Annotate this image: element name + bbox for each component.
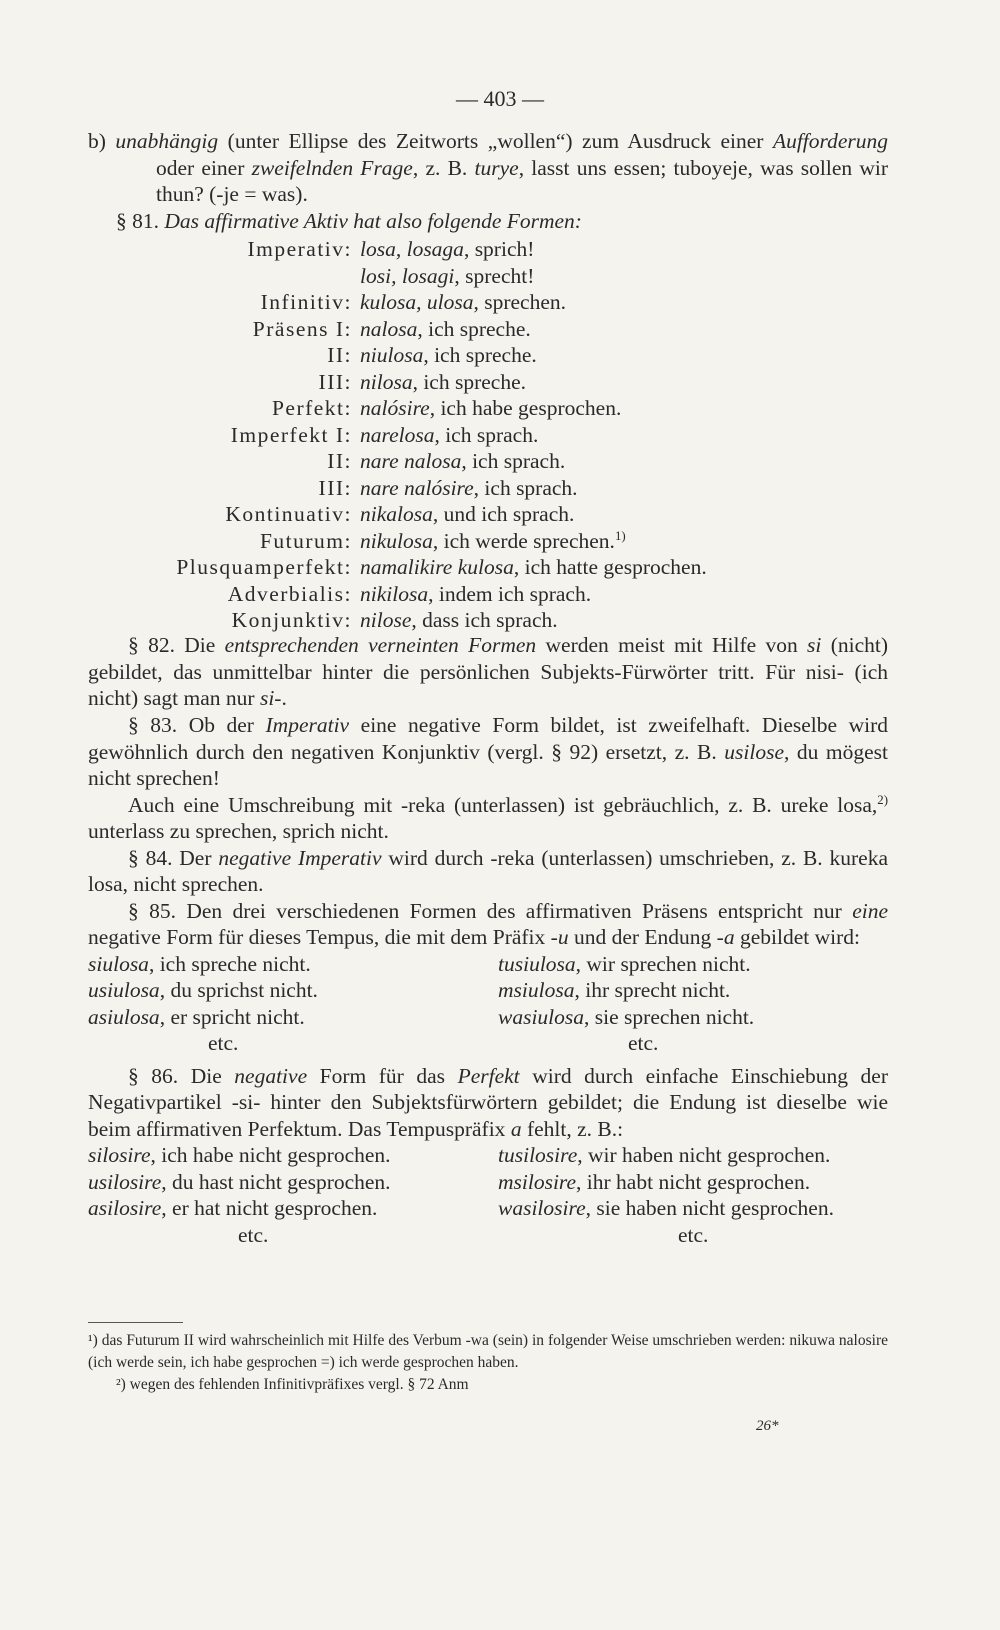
gloss-text: , ich sprach. <box>473 475 578 500</box>
verb-form <box>360 475 888 502</box>
conjugation-row <box>88 448 888 475</box>
conjugation-table <box>88 236 888 634</box>
paragraph-umschreibung <box>88 792 888 845</box>
tense-label: Futurum: <box>259 528 352 553</box>
italic-run: usilose <box>724 739 784 764</box>
gloss-text: , indem ich sprach. <box>428 581 592 606</box>
conjugation-row <box>88 369 888 396</box>
footnote-2: ²) wegen des fehlenden Infinitivpräfixes vergl. § 72 Anm <box>116 1376 469 1393</box>
neg-perfect-row: wasilosire, sie haben nicht gesprochen. <box>498 1196 834 1220</box>
form-text: niulosa <box>360 343 424 367</box>
etc-label: etc. <box>238 1222 269 1247</box>
verb-form <box>360 501 888 528</box>
tense-label: Infinitiv: <box>260 290 352 314</box>
text-run: § 84. Der <box>128 845 219 870</box>
negative-present-left <box>88 951 498 1057</box>
tense-label: Imperfekt I: <box>230 422 352 447</box>
text-run: Auch eine Umschreibung mit -reka (unterlassen) ist gebräuchlich, z. B. ureke losa, <box>128 792 878 817</box>
conjugation-row <box>88 581 888 608</box>
text-run: gebildet wird: <box>734 925 860 949</box>
conjugation-row <box>88 395 888 422</box>
tense-label: III: <box>318 369 352 394</box>
text-run: § 86. Die <box>128 1063 235 1088</box>
tense-label: Plusquamperfekt: <box>176 555 352 579</box>
italic-run: eine <box>852 898 888 923</box>
italic-run: Perfekt <box>457 1063 520 1088</box>
footnote-ref: 1) <box>614 528 626 543</box>
verb-form <box>360 236 888 263</box>
text-run: (nicht) gebildet, das unmittelbar hinter die persönlichen Subjekts-Fürwörter tritt. Für nisi- (ich nicht) sagt man nur <box>88 633 888 710</box>
conjugation-row <box>88 528 888 555</box>
gloss-text: , sprecht! <box>454 263 535 288</box>
form-text: nikilosa <box>360 581 429 606</box>
italic-run: unabhängig <box>115 129 219 153</box>
verb-form <box>360 369 888 396</box>
section-85 <box>88 898 888 951</box>
text-run: und der Endung <box>568 925 717 949</box>
verb-form <box>360 316 888 343</box>
gloss-text: , dass ich sprach. <box>411 608 558 632</box>
negative-perfect-left <box>88 1142 498 1248</box>
paragraph-b <box>88 128 888 208</box>
italic-run: -u <box>550 925 569 949</box>
neg-perfect-row: msilosire, ihr habt nicht gesprochen. <box>498 1169 811 1194</box>
conjugation-row <box>88 289 888 316</box>
gloss-text: , sprechen. <box>473 290 567 314</box>
footnote-divider <box>88 1322 183 1323</box>
neg-present-row: msiulosa, ihr sprecht nicht. <box>498 978 731 1002</box>
gloss-text: , ich spreche. <box>423 343 537 367</box>
paragraph-b-block <box>88 128 888 208</box>
form-text: nare nalósire <box>360 475 474 500</box>
conjugation-row <box>88 475 888 502</box>
gloss-text: , sprich! <box>463 237 535 261</box>
text-run: oder einer <box>156 155 252 180</box>
text-run: wird durch einfache Einschiebung der Negativpartikel -si- hinter den Subjektsfürwörtern gebildet; die Endung ist dieselbe wie beim affirmativen Perfektum. Das Tempuspräfix <box>88 1063 888 1141</box>
page-number: — 403 — <box>456 86 544 111</box>
italic-run: turye <box>474 155 519 180</box>
tense-label: Adverbialis: <box>227 581 352 606</box>
conjugation-row <box>88 422 888 449</box>
form-text: losi, losagi <box>360 263 455 288</box>
text-run: fehlt, z. B.: <box>521 1116 624 1141</box>
text-run: negative Form für dieses Tempus, die mit dem Präfix <box>88 925 551 949</box>
gloss-text: , ich werde sprechen. <box>432 528 615 553</box>
text-run: § 82. Die <box>128 633 225 657</box>
text-run: werden meist mit Hilfe von <box>536 633 808 657</box>
neg-present-row: usiulosa, du sprichst nicht. <box>88 978 318 1002</box>
tense-label: II: <box>327 343 352 367</box>
text-run: , lasst uns essen; tuboyeje, was sollen wir thun? (-je = was). <box>156 155 889 206</box>
footnote-ref: 2) <box>877 792 888 807</box>
conjugation-row <box>88 236 888 263</box>
verb-form <box>360 422 888 449</box>
neg-perfect-row: tusilosire, wir haben nicht gesprochen. <box>498 1143 831 1167</box>
tense-label: Imperativ: <box>247 237 352 261</box>
gloss-text: , ich spreche. <box>412 369 526 394</box>
tense-label <box>88 263 360 290</box>
italic-run: Aufforderung <box>772 129 888 153</box>
italic-run: entsprechenden verneinten Formen <box>224 633 537 657</box>
section-83 <box>88 712 888 792</box>
verb-form <box>360 448 888 475</box>
conjugation-row <box>88 501 888 528</box>
tense-label: Konjunktiv: <box>231 608 352 632</box>
text-run: b) <box>88 129 116 153</box>
italic-run: negative <box>234 1063 308 1088</box>
form-text: nilosa <box>360 369 413 394</box>
form-text: nalosa <box>360 316 418 341</box>
italic-run: si <box>807 633 822 657</box>
section-82-block <box>88 632 888 712</box>
etc-label: etc. <box>208 1031 239 1055</box>
signature-mark: 26* <box>756 1418 779 1434</box>
form-text: nalósire <box>360 396 430 420</box>
text-run: unterlass zu sprechen, sprich nicht. <box>88 819 389 843</box>
text-run: . <box>281 686 287 710</box>
text-run: eine negative Form bildet, ist zweifelhaft. Dieselbe wird gewöhnlich durch den negativen Konjunktiv (vergl. § 92) ersetzt, z. B. <box>88 713 888 764</box>
conjugation-row <box>88 342 888 369</box>
neg-perfect-row: silosire, ich habe nicht gesprochen. <box>88 1143 391 1167</box>
text-run: , du mögest nicht sprechen! <box>88 739 888 790</box>
verb-form <box>360 554 888 581</box>
section-82 <box>88 632 888 712</box>
tense-label: Kontinuativ: <box>225 502 352 526</box>
text-run: § 83. Ob der <box>128 713 266 737</box>
section-83-block <box>88 712 888 1248</box>
form-text: losa, losaga <box>360 237 464 261</box>
negative-perfect-right <box>498 1142 888 1248</box>
italic-run: Imperativ <box>265 713 350 737</box>
neg-present-row: siulosa, ich spreche nicht. <box>88 951 311 976</box>
section-84 <box>88 845 888 898</box>
italic-run: si- <box>259 686 282 710</box>
verb-form <box>360 607 888 634</box>
footnotes <box>88 1330 888 1396</box>
gloss-text: , und ich sprach. <box>432 502 575 526</box>
conjugation-row <box>88 263 888 290</box>
text-run: wird durch -reka (unterlassen) umschrieben, z. B. kureka losa, nicht sprechen. <box>88 845 888 896</box>
gloss-text: , ich spreche. <box>417 316 531 341</box>
neg-present-row: tusiulosa, wir sprechen nicht. <box>498 951 751 976</box>
negative-perfect-table <box>88 1142 888 1248</box>
text-run: § 81. <box>116 209 165 233</box>
etc-label: etc. <box>678 1222 709 1247</box>
form-text: nikulosa <box>360 528 433 553</box>
gloss-text: , ich hatte gesprochen. <box>513 555 707 579</box>
verb-form <box>360 263 888 290</box>
section-86 <box>88 1063 888 1143</box>
neg-present-row: asiulosa, er spricht nicht. <box>88 1004 305 1029</box>
tense-label: Perfekt: <box>271 396 352 420</box>
gloss-text: , ich sprach. <box>434 422 539 447</box>
form-text: nare nalosa <box>360 449 462 473</box>
form-text: nikalosa <box>360 502 433 526</box>
tense-label: III: <box>318 475 352 500</box>
neg-perfect-row: usilosire, du hast nicht gesprochen. <box>88 1169 391 1194</box>
gloss-text: , ich sprach. <box>461 449 566 473</box>
italic-run: Das affirmative Aktiv hat also folgende Formen: <box>164 209 582 233</box>
text-run: Form für das <box>307 1063 458 1088</box>
verb-form <box>360 395 888 422</box>
footnote-1: ¹) das Futurum II wird wahrscheinlich mit Hilfe des Verbum -wa (sein) in folgender Weise umschrieben werden: nikuwa nalosire (ich werde sein, ich habe gesprochen =) ich werde gesprochen haben. <box>88 1332 888 1371</box>
italic-run: -a <box>716 925 735 949</box>
conjugation-row <box>88 607 888 634</box>
conjugation-row <box>88 554 888 581</box>
verb-form <box>360 528 888 555</box>
etc-label: etc. <box>628 1031 659 1055</box>
verb-form <box>360 581 888 608</box>
text-run: § 85. Den drei verschiedenen Formen des affirmativen Präsens entspricht nur <box>128 898 853 923</box>
italic-run: zweifelnden Frage <box>251 155 413 180</box>
section-81-heading-block <box>88 208 888 235</box>
italic-run: negative Imperativ <box>218 845 382 870</box>
negative-present-table <box>88 951 888 1057</box>
verb-form <box>360 289 888 316</box>
form-text: nilose <box>360 608 412 632</box>
section-81-heading <box>88 208 888 235</box>
tense-label: Präsens I: <box>252 316 352 341</box>
text-run: (unter Ellipse des Zeitworts „wollen“) zum Ausdruck einer <box>218 129 773 153</box>
conjugation-row <box>88 316 888 343</box>
italic-run: a <box>510 1116 522 1141</box>
tense-label: II: <box>327 449 352 473</box>
neg-present-row: wasiulosa, sie sprechen nicht. <box>498 1004 755 1029</box>
gloss-text: , ich habe gesprochen. <box>429 396 622 420</box>
verb-form <box>360 342 888 369</box>
form-text: kulosa, ulosa <box>360 290 474 314</box>
form-text: namalikire kulosa <box>360 555 514 579</box>
form-text: narelosa <box>360 422 435 447</box>
neg-perfect-row: asilosire, er hat nicht gesprochen. <box>88 1196 378 1220</box>
text-run: , z. B. <box>412 155 475 180</box>
negative-present-right <box>498 951 888 1057</box>
